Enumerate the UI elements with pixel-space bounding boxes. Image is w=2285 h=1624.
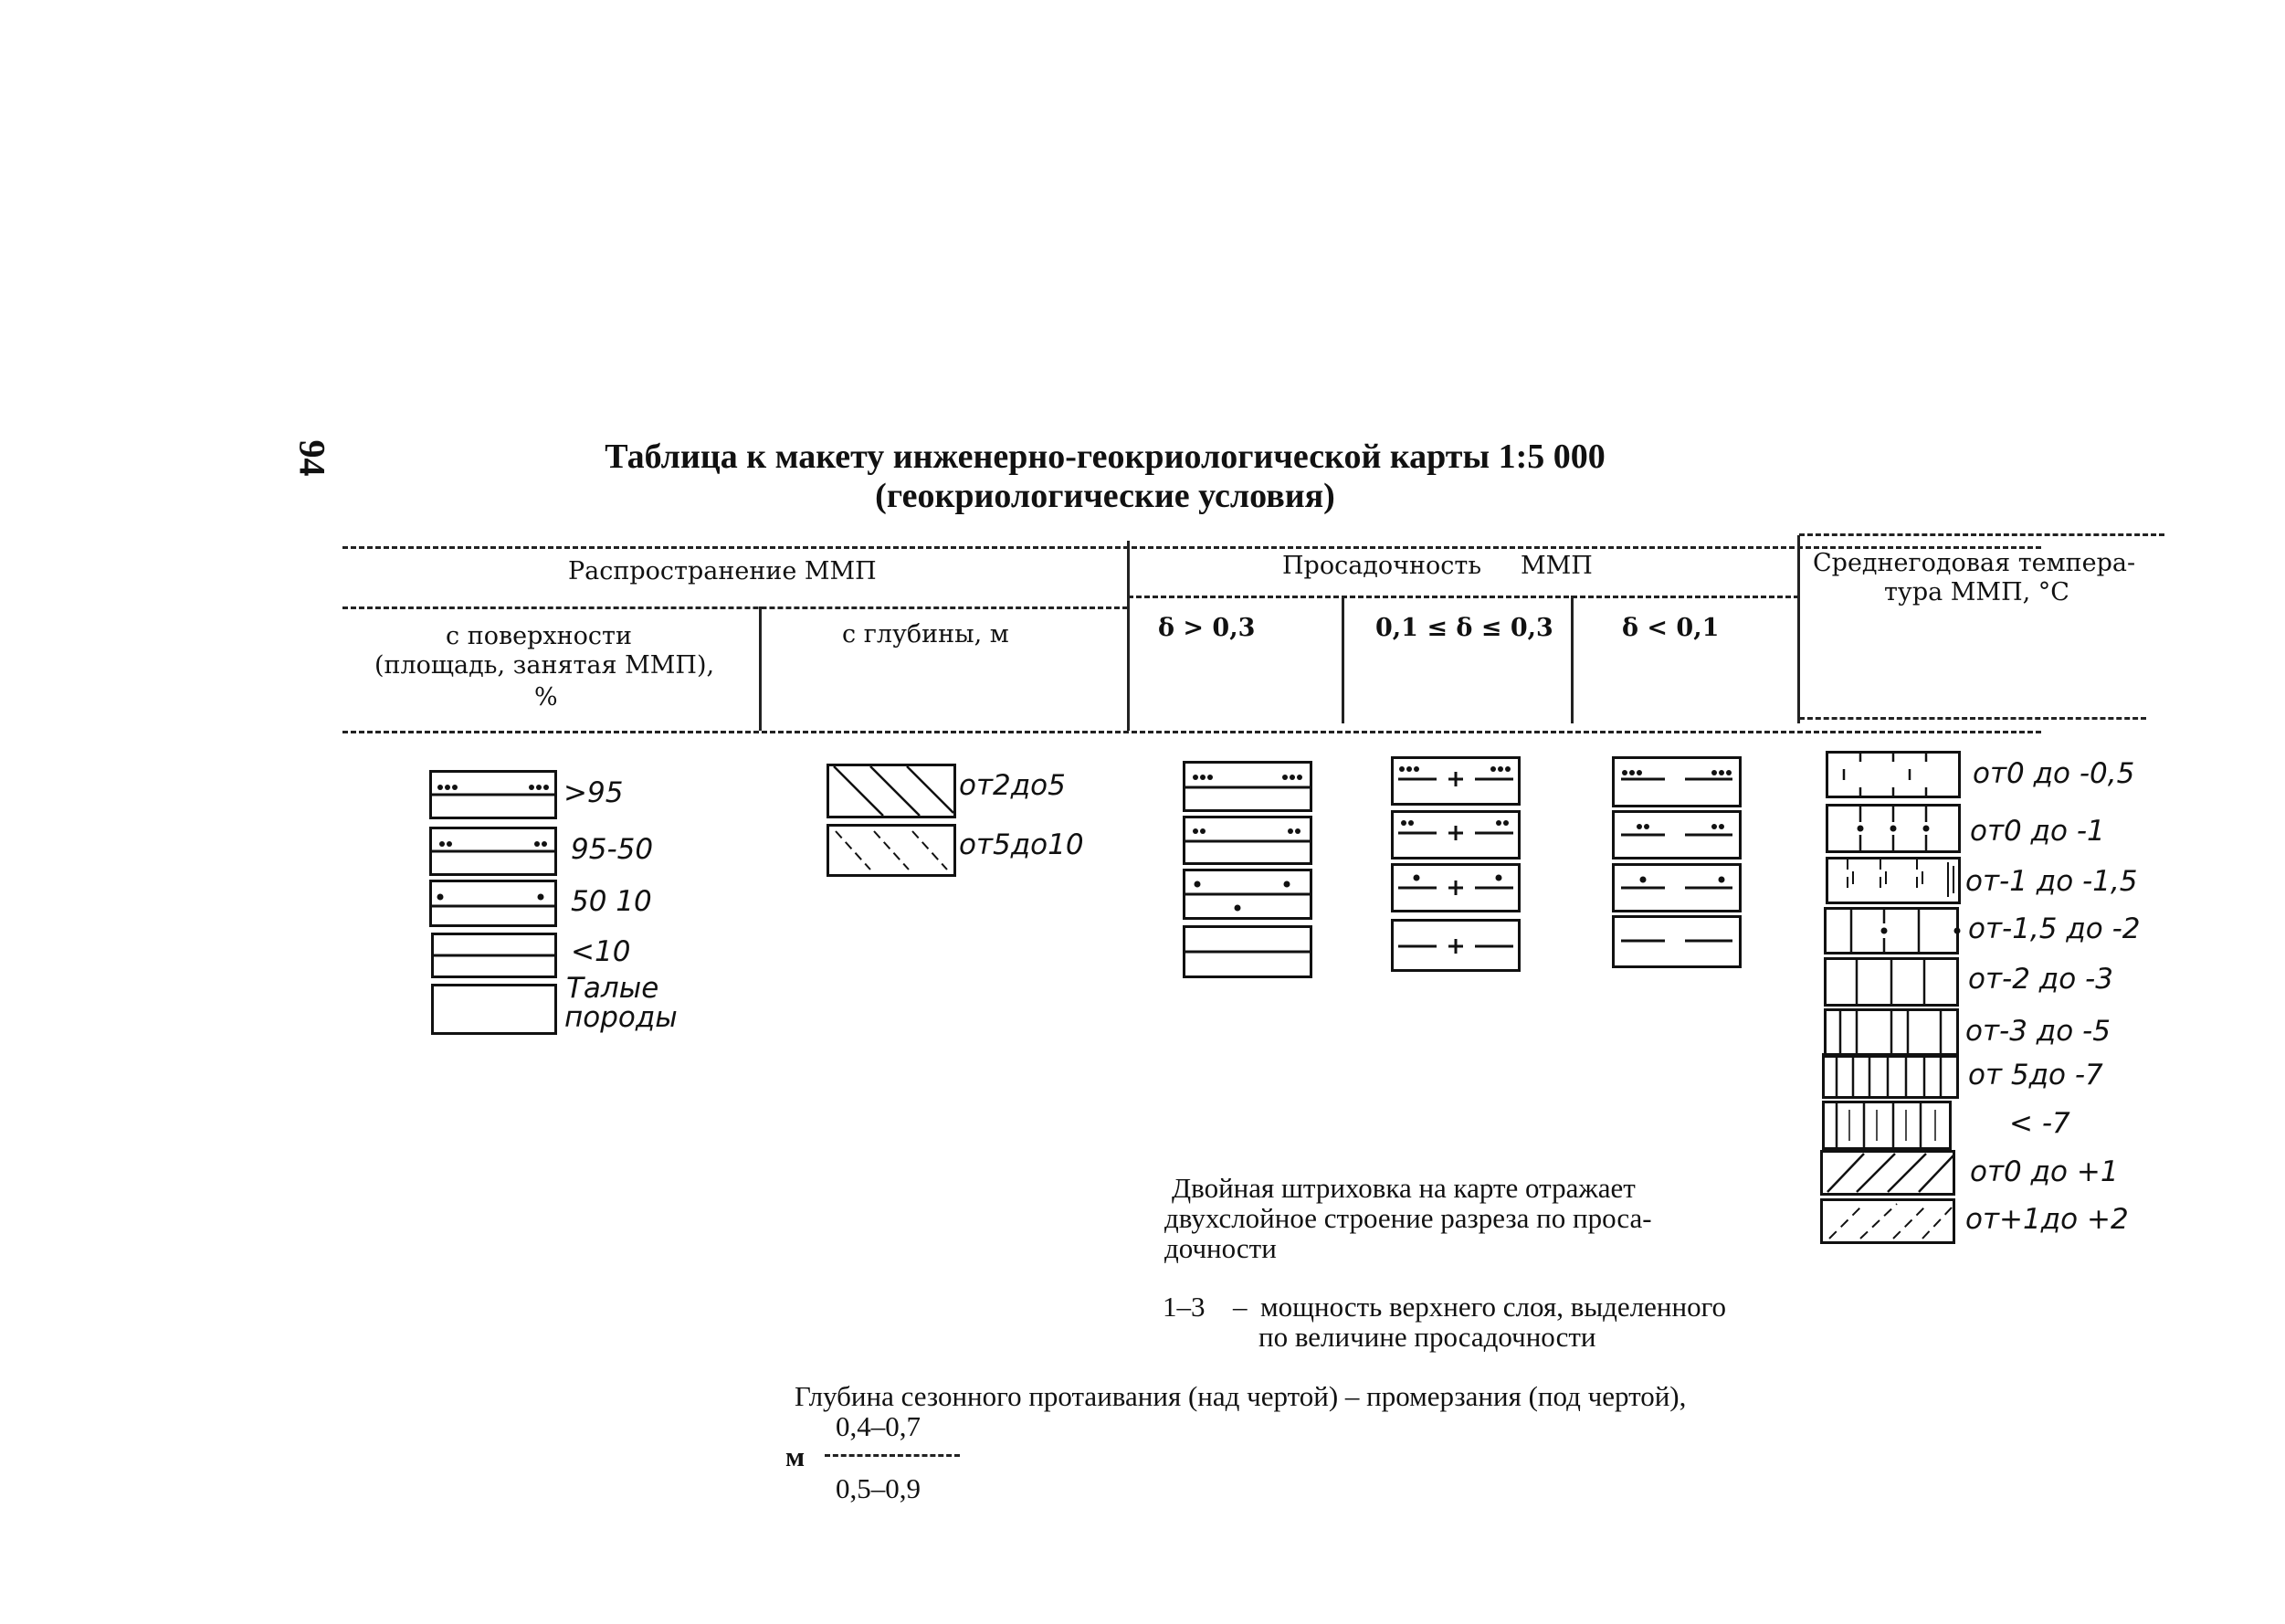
header-temperature-1: Среднегодовая темпера-: [1813, 549, 2136, 577]
column-divider: [1127, 541, 1130, 731]
note-layer-range: 1–3: [1163, 1291, 1206, 1323]
note-double-hatch-1: Двойная штриховка на карте отражает: [1172, 1172, 1636, 1204]
subsidence-high-symbol-2: [1183, 816, 1312, 865]
legend-label-thawed-2: породы: [564, 1001, 678, 1034]
subsidence-low-symbol-3: [1612, 863, 1742, 912]
temp-symbol-0-to-plus-1: [1820, 1150, 1955, 1196]
temp-symbol-0-to-minus-0-5: [1826, 751, 1961, 798]
header-delta-mid: 0,1 ≤ δ ≤ 0,3: [1375, 614, 1553, 642]
temp-symbol-0-to-minus-1: [1826, 804, 1961, 853]
temp-label-minus-1-5-to-minus-2: от-1,5 до -2: [1968, 912, 2141, 945]
subsidence-high-symbol-3: [1183, 869, 1312, 920]
subsidence-low-symbol-1: [1612, 756, 1742, 807]
legend-symbol-under-10: [431, 933, 557, 978]
subsidence-low-symbol-4: [1612, 915, 1742, 968]
temp-label-minus-2-to-minus-3: от-2 до -3: [1968, 963, 2113, 996]
legend-symbol-thawed: [431, 984, 557, 1035]
page-title: Таблица к макету инженерно-геокриологической карты 1:5 000: [605, 438, 1606, 476]
legend-label-95-50: 95-50: [571, 833, 654, 866]
legend-label-under-10: <10: [571, 935, 631, 968]
fraction-numerator: 0,4–0,7: [836, 1410, 921, 1442]
subsidence-mid-symbol-4: [1391, 919, 1521, 972]
table-subheader-rule-right: [1128, 596, 1799, 598]
header-surface-1: с поверхности: [446, 622, 632, 650]
subsidence-high-symbol-1: [1183, 761, 1312, 812]
page-number: 94: [291, 439, 333, 477]
column-divider: [1342, 596, 1344, 723]
header-delta-high: δ > 0,3: [1158, 614, 1256, 642]
legend-label-depth-5-10: от5до10: [959, 828, 1084, 861]
column-divider: [1571, 596, 1574, 723]
table-subheader-rule: [342, 606, 1128, 609]
note-layer-text-2: по величине просадочности: [1258, 1321, 1596, 1353]
temp-symbol-minus-3-to-minus-5: [1824, 1008, 1961, 1058]
temp-symbol-plus-1-to-plus-2: [1820, 1198, 1955, 1244]
temp-label-minus-3-to-minus-5: от-3 до -5: [1965, 1015, 2111, 1048]
header-surface-3: %: [534, 683, 558, 712]
table-bottom-rule: [342, 731, 2041, 733]
note-double-hatch-3: дочности: [1164, 1232, 1277, 1264]
column-divider: [759, 606, 762, 731]
temp-label-0-to-plus-1: от0 до +1: [1970, 1155, 2119, 1188]
temp-symbol-minus-1-to-minus-1-5: [1826, 857, 1961, 904]
temp-label-0-to-minus-1: от0 до -1: [1970, 815, 2105, 848]
table-bottom-rule-right: [1799, 717, 2146, 720]
temp-symbol-below-minus-7: [1822, 1101, 1953, 1150]
column-divider: [1797, 535, 1800, 723]
header-spread: Распространение ММП: [568, 557, 877, 585]
table-top-rule-right: [1799, 533, 2164, 536]
subsidence-high-symbol-4: [1183, 925, 1312, 978]
temp-label-minus-1-to-minus-1-5: от-1 до -1,5: [1965, 865, 2138, 898]
note-seasonal-depth: Глубина сезонного протаивания (над чертой) – промерзания (под чертой),: [795, 1380, 1687, 1412]
table-top-rule: [342, 546, 2041, 549]
legend-label-depth-2-5: от2до5: [959, 769, 1066, 802]
subsidence-mid-symbol-2: [1391, 810, 1521, 859]
legend-label-over-95: >95: [563, 776, 624, 809]
temp-symbol-minus-5-to-minus-7: [1822, 1053, 1961, 1099]
header-temperature-2: тура ММП, °С: [1884, 578, 2069, 606]
note-double-hatch-2: двухслойное строение разреза по проса-: [1164, 1202, 1652, 1234]
header-surface-2: (площадь, занятая ММП),: [374, 651, 715, 680]
page-subtitle: (геокриологические условия): [875, 477, 1335, 515]
legend-label-50-10: 50 10: [571, 885, 652, 918]
temp-symbol-minus-1-5-to-minus-2: [1824, 907, 1961, 954]
temp-symbol-minus-2-to-minus-3: [1824, 957, 1961, 1007]
legend-label-thawed-1: Талые: [566, 972, 659, 1005]
fraction-bar: [825, 1454, 960, 1457]
note-layer-text-1: мощность верхнего слоя, выделенного: [1260, 1291, 1727, 1323]
temp-label-minus-5-to-minus-7: от 5до -7: [1968, 1059, 2103, 1091]
legend-symbol-depth-5-10: [827, 824, 956, 877]
legend-symbol-50-10: [429, 880, 557, 927]
subsidence-mid-symbol-3: [1391, 863, 1521, 912]
subsidence-low-symbol-2: [1612, 810, 1742, 859]
fraction-unit: м: [785, 1440, 806, 1472]
header-delta-low: δ < 0,1: [1622, 614, 1720, 642]
legend-symbol-95-50: [429, 827, 557, 876]
temp-label-below-minus-7: < -7: [2009, 1107, 2070, 1140]
temp-label-0-to-minus-0-5: от0 до -0,5: [1973, 757, 2135, 790]
header-depth: с глубины, м: [842, 620, 1009, 649]
header-subsidence: Просадочность ММП: [1282, 552, 1593, 580]
note-layer-dash: –: [1233, 1291, 1248, 1323]
temp-label-plus-1-to-plus-2: от+1до +2: [1965, 1203, 2129, 1236]
subsidence-mid-symbol-1: [1391, 756, 1521, 806]
legend-symbol-depth-2-5: [827, 764, 956, 818]
legend-symbol-over-95: [429, 770, 557, 819]
fraction-denominator: 0,5–0,9: [836, 1472, 921, 1504]
